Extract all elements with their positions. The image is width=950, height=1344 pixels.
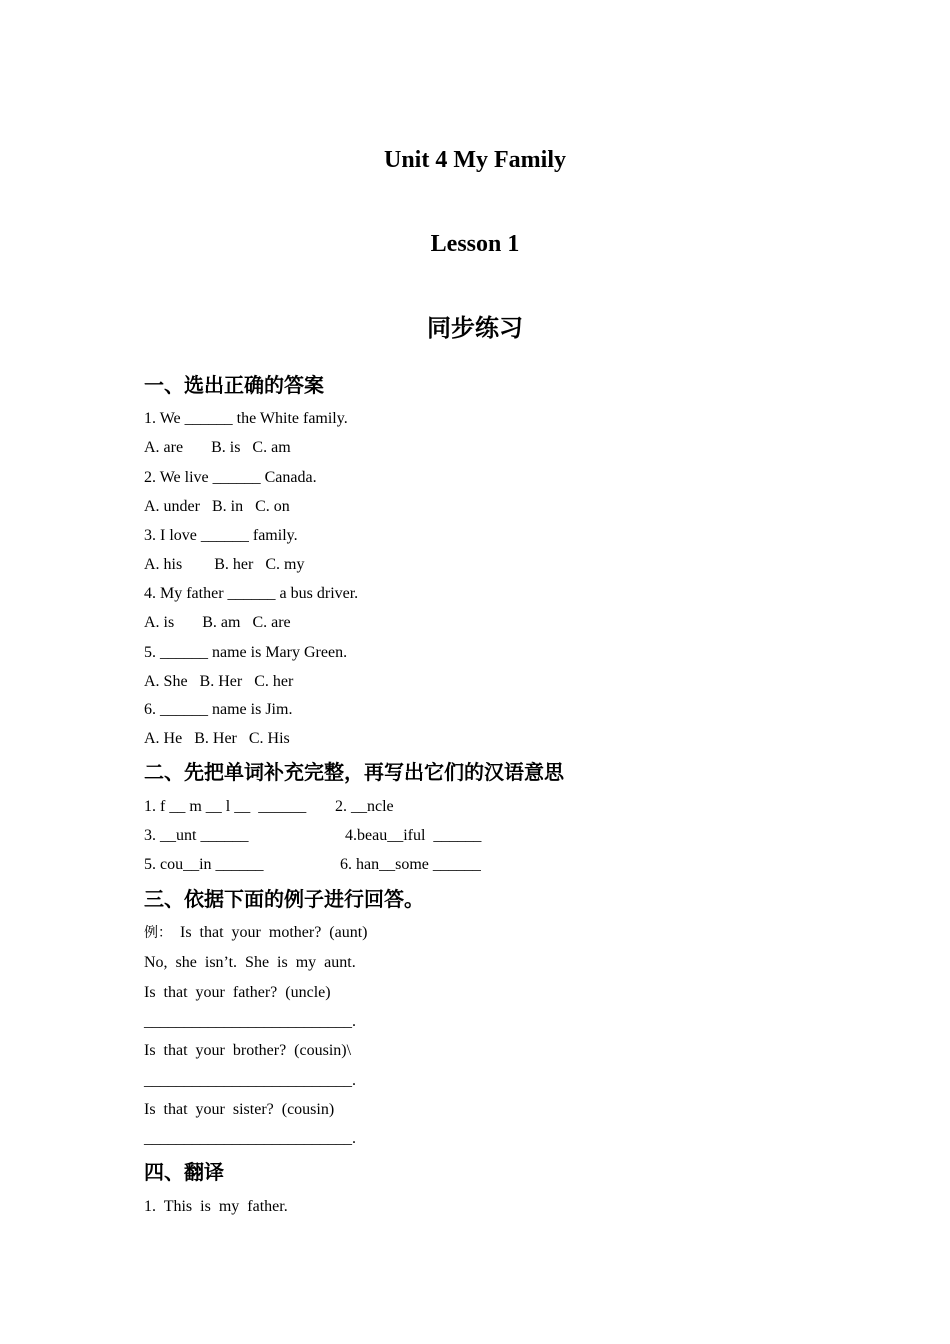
section-4-heading: 四、翻译 <box>144 1160 224 1184</box>
question-stem: 5. ______ name is Mary Green. <box>144 644 348 661</box>
question-options: A. is B. am C. are <box>144 614 291 631</box>
answer-blank: __________________________. <box>144 1072 356 1089</box>
question-stem: 3. I love ______ family. <box>144 527 298 544</box>
unit-title: Unit 4 My Family <box>384 147 566 173</box>
question-options: A. are B. is C. am <box>144 439 291 456</box>
practice-title: 同步练习 <box>427 314 523 342</box>
practice-question: Is that your brother? (cousin)\ <box>144 1042 352 1059</box>
practice-question: Is that your sister? (cousin) <box>144 1101 335 1118</box>
word-gap-item: 5. cou__in ______ <box>144 856 264 873</box>
word-gap-item: 2. __ncle <box>335 798 394 815</box>
question-stem: 1. We ______ the White family. <box>144 410 348 427</box>
example-question: Is that your mother? (aunt) <box>180 924 368 941</box>
answer-blank: __________________________. <box>144 1130 356 1147</box>
example-line <box>144 923 368 943</box>
answer-blank: __________________________. <box>144 1013 356 1030</box>
question-stem: 6. ______ name is Jim. <box>144 701 293 718</box>
question-options: A. his B. her C. my <box>144 556 305 573</box>
lesson-title: Lesson 1 <box>430 231 520 257</box>
question-stem: 4. My father ______ a bus driver. <box>144 585 359 602</box>
question-options: A. She B. Her C. her <box>144 673 294 690</box>
example-answer: No, she isn’t. She is my aunt. <box>144 954 356 971</box>
word-gap-item: 6. han__some ______ <box>340 856 481 873</box>
section-3-heading: 三、依据下面的例子进行回答。 <box>144 887 424 911</box>
section-1-heading: 一、选出正确的答案 <box>144 373 324 397</box>
word-gap-item: 4.beau__iful ______ <box>345 827 482 844</box>
question-options: A. He B. Her C. His <box>144 730 290 747</box>
example-label: 例： <box>144 925 172 941</box>
question-stem: 2. We live ______ Canada. <box>144 469 317 486</box>
word-gap-item: 3. __unt ______ <box>144 827 249 844</box>
translation-item: 1. This is my father. <box>144 1198 288 1215</box>
section-2-heading: 二、先把单词补充完整，再写出它们的汉语意思 <box>144 760 564 784</box>
question-options: A. under B. in C. on <box>144 498 290 515</box>
practice-question: Is that your father? (uncle) <box>144 984 331 1001</box>
word-gap-item: 1. f __ m __ l __ ______ <box>144 798 307 815</box>
